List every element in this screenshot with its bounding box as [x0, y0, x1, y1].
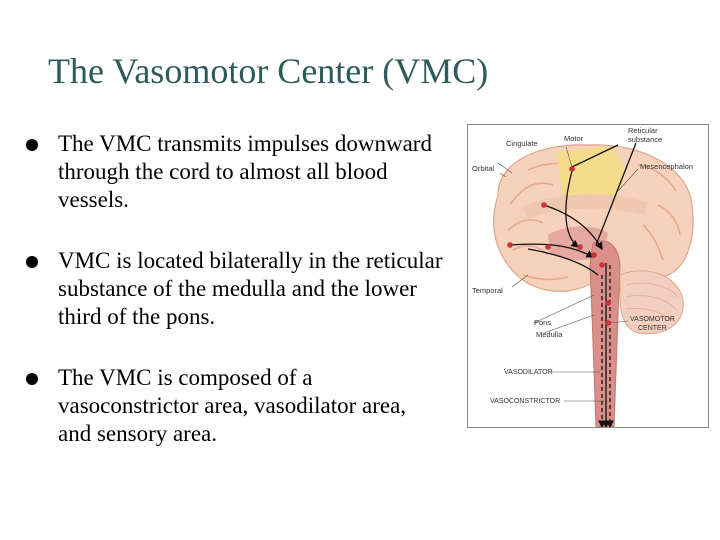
label-medulla: Medulla — [536, 330, 563, 339]
slide-title: The Vasomotor Center (VMC) — [48, 51, 489, 91]
brain-diagram — [467, 124, 709, 428]
bullet-text: The VMC is composed of a vasoconstrictor area, vasodilator area, and sensory area. — [58, 365, 407, 446]
label-vasoconstrictor: VASOCONSTRICTOR — [490, 398, 561, 405]
bullet-dot-icon — [26, 373, 38, 385]
bullet-dot-icon — [26, 139, 38, 151]
label-mesencephalon: Mesencephalon — [640, 162, 693, 171]
brain-illustration — [468, 125, 708, 427]
bullet-item — [24, 247, 444, 331]
brainstem-shape — [590, 241, 620, 427]
motor-cortex-highlight — [556, 147, 626, 197]
label-cingulate: Cingulate — [506, 139, 538, 148]
bullet-list — [24, 130, 444, 481]
label-center: CENTER — [638, 325, 667, 332]
label-motor: Motor — [564, 134, 584, 143]
label-orbital: Orbital — [472, 164, 495, 173]
label-pons: Pons — [534, 318, 552, 327]
bullet-text: VMC is located bilaterally in the reticular substance of the medulla and the lower third of the pons. — [58, 248, 443, 329]
label-vasomotor: VASOMOTOR — [630, 316, 675, 323]
bullet-item — [24, 130, 444, 214]
label-reticular: Reticular — [628, 126, 658, 135]
label-substance: substance — [628, 135, 663, 144]
bullet-item — [24, 364, 444, 448]
label-temporal: Temporal — [472, 286, 503, 295]
bullet-dot-icon — [26, 256, 38, 268]
bullet-text: The VMC transmits impulses downward through the cord to almost all blood vessels. — [58, 131, 432, 212]
label-vasodilator: VASODILATOR — [504, 369, 553, 376]
